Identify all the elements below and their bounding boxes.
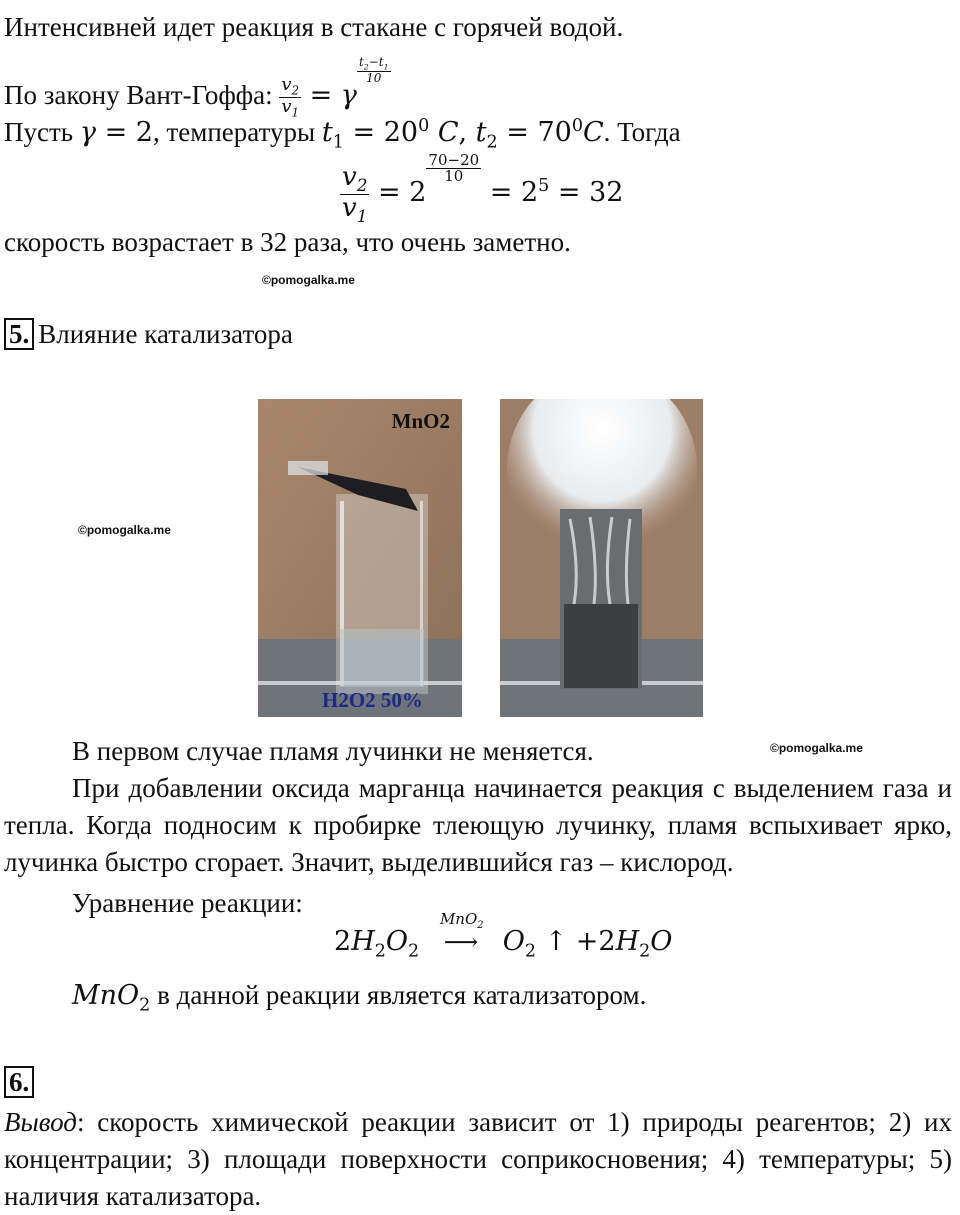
photo-label-mno2: MnO2 xyxy=(391,409,450,433)
section-5-heading xyxy=(4,318,293,350)
paragraph-equation-label: Уравнение реакции: xyxy=(72,888,303,918)
photo-label-h2o2: H2O2 50% xyxy=(322,688,423,712)
watermark: ©pomogalka.me xyxy=(770,741,863,755)
section-6-number: 6. xyxy=(4,1066,34,1098)
conclusion-text: : скорость химической реакции зависит от 1) природы реагентов; 2) их концентрации; 3) площади поверхности соприкосновения; 4) температуры; 5) наличия катализатора. xyxy=(4,1107,952,1211)
paragraph-flame: В первом случае пламя лучинки не меняется. xyxy=(72,736,594,766)
assumption-mid: , температуры xyxy=(152,117,322,147)
assumption-prefix: Пусть xyxy=(4,117,80,147)
conclusion-label: Вывод xyxy=(4,1107,77,1137)
text-line-speed-increase: скорость возрастает в 32 раза, что очень заметно. xyxy=(4,227,571,257)
text-line-hot-water: Интенсивней идет реакция в стакане с горячей водой. xyxy=(4,12,624,42)
section-6-heading xyxy=(4,1066,38,1098)
paragraph-catalyst: MnO$_2$ в данной реакции является катализатором. xyxy=(72,980,647,1016)
conclusion-paragraph xyxy=(4,1104,952,1215)
assumption-tail: . Тогда xyxy=(603,117,681,147)
paragraph-reaction: При добавлении оксида марганца начинается реакция с выделением газа и тепла. Когда подносим к пробирке тлеющую лучинку, пламя вспыхивает ярко, лучинка быстро сгорает. Значит, выделившийся газ – кислород. xyxy=(4,773,952,877)
calculation-formula: $\frac{v_2}{v_1}$ = 2 $\frac{70-20}{10}$ = $2^5 = 32$ xyxy=(342,151,624,227)
rate-ratio-fraction: $\frac{v_2}{v_1}$ xyxy=(281,74,299,121)
catalyst-text: в данной реакции является катализатором. xyxy=(150,980,647,1010)
photo-beaker-before xyxy=(258,399,462,717)
vant-hoff-label: По закону Вант-Гоффа: xyxy=(4,80,280,111)
assumption-line: Пусть γ = 2, температуры $t_1 = 20^0$ C, $t_2 = 70^0C$. Тогда xyxy=(4,116,681,153)
watermark: ©pomogalka.me xyxy=(262,273,355,287)
section-5-number: 5. xyxy=(4,318,34,350)
reaction-equation: $2H_2O_2$ MnO$_2$ ⟶ $O_2$ ↑ $+2H_2O$ xyxy=(334,910,673,962)
section-5-title: Влияние катализатора xyxy=(38,319,293,349)
watermark: ©pomogalka.me xyxy=(78,523,171,537)
vant-hoff-law-line: По закону Вант-Гоффа: $\frac{v_2}{v_1}$ = γ $\frac{t_2-t_1}{10}$ xyxy=(4,55,389,121)
exponent-fraction: $\frac{t_2-t_1}{10}$ xyxy=(358,55,389,86)
photo-beaker-reaction xyxy=(500,399,703,717)
